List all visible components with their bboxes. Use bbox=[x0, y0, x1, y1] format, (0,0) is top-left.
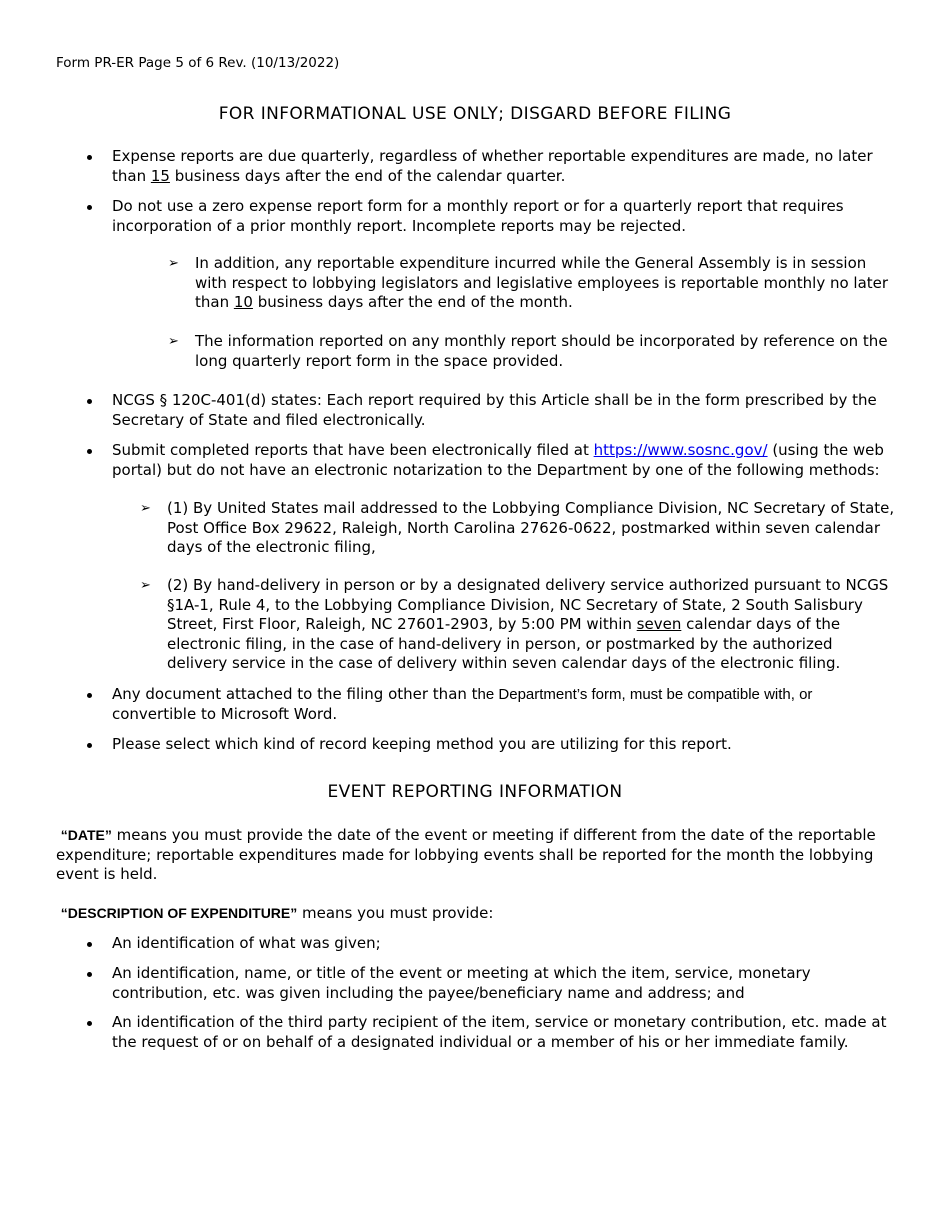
bullet-dot bbox=[87, 942, 92, 947]
sub-bullet-monthly: In addition, any reportable expenditure incurred while the General Assembly is in session with respect to lobbying legislators and legislative employees is reportable monthly no later than 10 business days after the end of the month. bbox=[195, 254, 889, 311]
arrow-bullet-icon: ➢ bbox=[140, 578, 151, 593]
method-hand-delivery: (2) By hand-delivery in person or by a designated delivery service authorized pursuant to NCGS §1A-1, Rule 4, to the Lobbying Compliance Division, NC Secretary of State, 2 South Salisbury Street, First Floor, Raleigh, NC 27601-2903, by 5:00 PM within seven calendar days of the electronic filing, in the case of hand-delivery in person, or postmarked by the authorized delivery service in the case of delivery within seven calendar days of the electronic filing. bbox=[167, 576, 889, 672]
form-header: Form PR-ER Page 5 of 6 Rev. (10/13/2022) bbox=[56, 55, 340, 71]
bullet-zero-expense: Do not use a zero expense report form for a monthly report or for a quarterly report that requires incorporation of a prior monthly report. Incomplete reports may be rejected. bbox=[112, 197, 844, 235]
bullet-dot bbox=[87, 155, 92, 160]
sosnc-link[interactable]: https://www.sosnc.gov/ bbox=[593, 441, 768, 459]
bullet-dot bbox=[87, 205, 92, 210]
arrow-bullet-icon: ➢ bbox=[140, 501, 151, 516]
sub-bullet-incorporated: The information reported on any monthly report should be incorporated by reference on the long quarterly report form in the space provided. bbox=[195, 332, 888, 370]
bullet-dot bbox=[87, 693, 92, 698]
bullet-dot bbox=[87, 1021, 92, 1026]
bullet-dot bbox=[87, 449, 92, 454]
bullet-attachments: Any document attached to the filing other than the Department’s form, must be compatible with, or convertible to Microsoft Word. bbox=[112, 685, 813, 723]
section-title-event-reporting: EVENT REPORTING INFORMATION bbox=[327, 782, 623, 802]
desc-bullet-what-given: An identification of what was given; bbox=[112, 934, 381, 952]
bullet-submit: Submit completed reports that have been electronically filed at https://www.sosnc.gov/ (using the web portal) but do not have an electronic notarization to the Department by one of the following methods: bbox=[112, 441, 884, 479]
bullet-dot bbox=[87, 972, 92, 977]
arrow-bullet-icon: ➢ bbox=[168, 256, 179, 271]
date-definition: “DATE” means you must provide the date of the event or meeting if different from the date of the reportable expenditure; reportable expenditures made for lobbying events shall be reported for the month the lobbying event is held. bbox=[56, 826, 876, 883]
section-title-informational: FOR INFORMATIONAL USE ONLY; DISGARD BEFORE FILING bbox=[218, 104, 732, 124]
desc-bullet-third-party: An identification of the third party recipient of the item, service or monetary contribution, etc. made at the request of or on behalf of a designated individual or a member of his or her immediate family. bbox=[112, 1013, 887, 1051]
bullet-record-keeping: Please select which kind of record keeping method you are utilizing for this report. bbox=[112, 735, 732, 753]
bullet-dot bbox=[87, 399, 92, 404]
bullet-dot bbox=[87, 743, 92, 748]
method-mail: (1) By United States mail addressed to the Lobbying Compliance Division, NC Secretary of State, Post Office Box 29622, Raleigh, North Carolina 27626-0622, postmarked within seven calendar days of the electronic filing, bbox=[167, 499, 895, 556]
arrow-bullet-icon: ➢ bbox=[168, 334, 179, 349]
desc-bullet-event: An identification, name, or title of the event or meeting at which the item, service, monetary contribution, etc. was given including the payee/beneficiary name and address; and bbox=[112, 964, 811, 1002]
bullet-ncgs: NCGS § 120C-401(d) states: Each report required by this Article shall be in the form prescribed by the Secretary of State and filed electronically. bbox=[112, 391, 877, 429]
bullet-due-quarterly: Expense reports are due quarterly, regardless of whether reportable expenditures are made, no later than 15 business days after the end of the calendar quarter. bbox=[112, 147, 873, 185]
description-definition: “DESCRIPTION OF EXPENDITURE” means you must provide: bbox=[60, 904, 494, 922]
